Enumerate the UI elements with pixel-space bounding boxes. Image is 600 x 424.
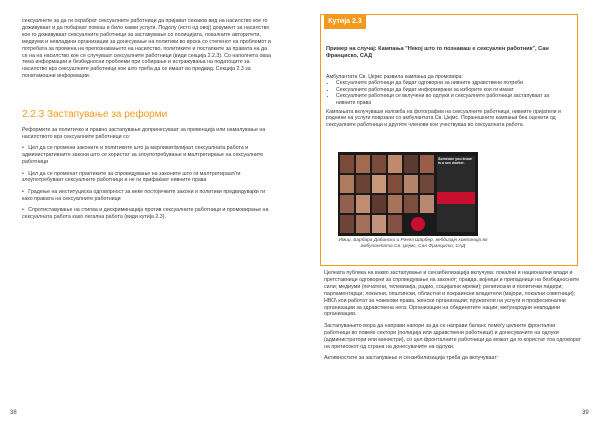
section-heading: 2.2.3 Застапување за реформи bbox=[22, 109, 168, 120]
photo-caption: Имиџ, Барбара Дабински и Рачел Шарбер, вебдизајн компанија во амбулантата Св. Џејмс, Сан Франциско, САД bbox=[338, 238, 488, 249]
paragraph: Застапувањето мора да направи напори за да се направи баланс помеѓу целните фронтални работници во повеќе сектори (полиција или здравствени работници) и донесувачите на одлуки (администратори или министри), со цел фронталните работници да можат да го користат тоа одговорат на притисокот од страна на донесувачите на одлуки. bbox=[324, 322, 582, 350]
box-intro: Амбулантата Св. Џејмс развила кампања да промовира: bbox=[326, 74, 463, 80]
box-title: Пример на случај: Кампања "Некој што го познаваш е сексуален работник", Сан Франциско, САД bbox=[326, 46, 549, 59]
box-tab: Кутија 2.3 bbox=[324, 14, 366, 29]
paragraph: Активностите за застапување и сензибилизација треба да вклучуваат: bbox=[324, 354, 499, 361]
page-number: 39 bbox=[582, 410, 589, 416]
section-body bbox=[22, 127, 274, 225]
intro-paragraph: сексуалнете за да ги охрабрат сексуалните работници да пријават секаков вид на насилство кое го доживуваат и да побараат помош и било какви услуги. Подолу (исто од овој) документ за насилство кое го доживуваат сексуалните работници за заставување со полицијата, локалните авторитети, медиуми и невладини организации за донесување на политики во врска со степенот на проблемот и потребата за промена на препознавањето на насилство, политиките и постапките за правата на да се на на насилство кое се случуваат сексуалните работници (види секција 2.2.3). Со наполнета оваа тема информации и безбедносни проблеми при собирање и истражувања на податоците за насилство врз сексуалните работници кои што треба да се имаат во предвид. Секција 2.3 за понатамошни информации. bbox=[22, 18, 272, 80]
photo-slogan: Someone you know is a sex worker. bbox=[438, 157, 472, 166]
box-bullet: • Сексуалните работници се вклучени во одлуки и сексуалните работници застапуваат за нивните права bbox=[336, 93, 566, 106]
lead-text: Реформите за политичко и правно застапување допринесуваат за превенција или намалување на насилството врз сексуалните работници со: bbox=[22, 127, 266, 140]
bullet-item: • Цел да се променат практиките за спроведување на законите што ги малтретираат/ги злоупотребуваат сексуалните работници и не ги прифаќаат нивните права bbox=[22, 170, 241, 184]
page-number: 38 bbox=[10, 410, 17, 416]
paragraph: Целната публика на вакво застапување и сензибилизација вклучува: локални и национални влади и претставници одговорни за спроведување на законот; правда, војници и припадници на безбедносните сили; медиуми (печатени, телевизија, радио, социјални мрежи); религиозни и политички лидери; парламентарци; локални, општински, областни и покраински владетели (мајори, локални советници); НВО\ кои работат за човекови права, женски организации; пружатели на услуги и професионални организации за здравствена нега; Организации на обединетите нации; меѓународни невладини организации. bbox=[324, 270, 580, 318]
box-text: Кампањата вклучуваше изложба на фотографии на сексуалните работници, нивните пријатели и роднини на услуги поврзани со амбулантата Св. Џејмс. Поранешните кампањи беа оценети од сексуалните работници и другите членови кои учествуваа во сексуалната работа. bbox=[326, 109, 561, 128]
bullet-item: • Цел да се промени законите и политиките што ја мерливат/влијаат сексуалната работа и административните закони што се користат за злоупотребување и малтретирање на сексуалните работници bbox=[22, 145, 264, 166]
box-bullet: • Сексуалните работници да бидат одговорни за нивните здравствени потреби bbox=[336, 80, 566, 86]
bullet-item: • Спротиставување на стигма и дискриминација против сексуалните работници и промовирање на сексуалната работа како легална работа (види кутија 2.3). bbox=[22, 207, 269, 221]
bullet-item: • Градење на институциска одговорност за веќе постојечките закони и политики предвидувајќи ги како правата на сексуалните работници bbox=[22, 188, 266, 202]
right-page bbox=[300, 0, 600, 424]
right-body bbox=[324, 270, 582, 366]
box-bullet: • Сексуалните работници да бидат информирани за изборите кои ги имаат bbox=[336, 87, 566, 93]
